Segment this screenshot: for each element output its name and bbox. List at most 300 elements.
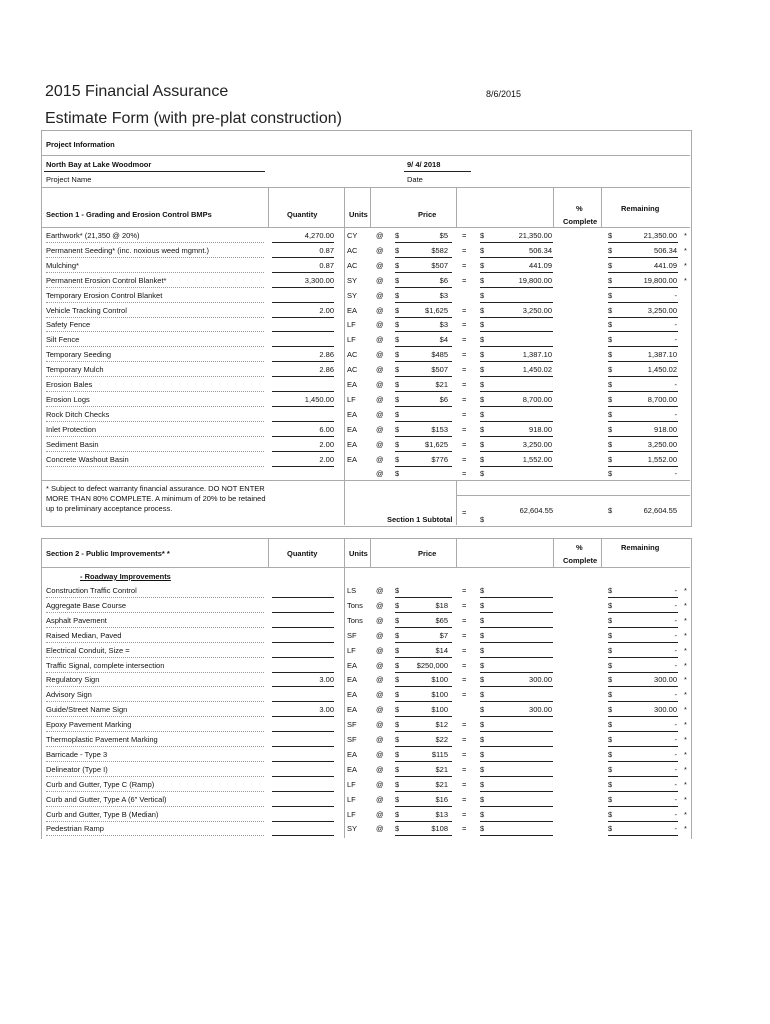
row-underline <box>480 731 553 732</box>
row-flag: * <box>684 245 687 255</box>
row-remaining: - <box>674 660 677 670</box>
row-remaining-currency: $ <box>608 275 613 285</box>
row-remaining: - <box>674 749 677 759</box>
row-underline <box>46 406 264 407</box>
row-flag: * <box>684 764 687 774</box>
row-remaining: 506.34 <box>654 245 677 255</box>
row-underline <box>608 597 678 598</box>
row-remaining-currency: $ <box>608 394 613 404</box>
row-equals: = <box>462 615 467 625</box>
row-underline <box>608 287 678 288</box>
row-equals: = <box>462 394 467 404</box>
table-row <box>0 718 770 733</box>
row-unit: EA <box>347 749 358 759</box>
row-item-label: Raised Median, Paved <box>46 630 122 640</box>
table-row <box>0 644 770 659</box>
row-underline <box>480 642 553 643</box>
row-equals: = <box>462 794 467 804</box>
row-underline <box>480 451 553 452</box>
row-at-sign: @ <box>376 290 384 300</box>
row-underline <box>272 466 334 467</box>
row-underline <box>272 272 334 273</box>
table-row <box>0 348 770 363</box>
row-underline <box>395 597 452 598</box>
row-total-currency: $ <box>480 350 485 360</box>
row-item-label: Erosion Logs <box>46 394 90 404</box>
row-item-label: Epoxy Pavement Marking <box>46 720 132 730</box>
row-underline <box>46 597 264 598</box>
row-price-currency: $ <box>395 454 400 464</box>
row-underline <box>272 672 334 673</box>
table-row <box>0 629 770 644</box>
row-remaining: 300.00 <box>654 705 677 715</box>
row-flag: * <box>684 586 687 595</box>
row-remaining: - <box>674 809 677 819</box>
row-underline <box>272 436 334 437</box>
row-at-sign: @ <box>376 394 384 404</box>
row-price: $5 <box>439 231 448 240</box>
row-underline <box>272 331 334 332</box>
row-total-currency: $ <box>480 245 485 255</box>
row-remaining: 918.00 <box>654 424 677 434</box>
row-equals: = <box>462 335 467 345</box>
row-flag: * <box>684 720 687 730</box>
row-remaining-currency: $ <box>608 630 613 640</box>
row-price-currency: $ <box>395 690 400 700</box>
row-item-label: Safety Fence <box>46 320 91 330</box>
row-underline <box>608 466 678 467</box>
section2-col-price: Price <box>418 549 437 558</box>
row-underline <box>395 746 452 747</box>
row-at-sign: @ <box>376 586 384 595</box>
row-item-label: Sediment Basin <box>46 439 99 449</box>
row-unit: EA <box>347 690 358 700</box>
project-name-value[interactable]: North Bay at Lake Woodmoor <box>46 160 152 169</box>
table-row <box>0 408 770 423</box>
row-remaining-currency: $ <box>608 305 613 315</box>
row-underline <box>272 627 334 628</box>
row-underline <box>480 242 553 243</box>
row-unit: SY <box>347 275 358 285</box>
row-underline <box>272 287 334 288</box>
row-price-currency: $ <box>395 764 400 774</box>
row-remaining-currency: $ <box>608 690 613 700</box>
row-quantity[interactable]: 3,300.00 <box>304 275 334 285</box>
row-underline <box>395 835 452 836</box>
row-remaining: 441.09 <box>654 260 677 270</box>
row-underline <box>608 716 678 717</box>
row-item-label: Curb and Gutter, Type B (Median) <box>46 809 159 819</box>
table-row <box>0 778 770 793</box>
row-underline <box>272 421 334 422</box>
row-price-currency: $ <box>395 424 400 434</box>
row-at-sign: @ <box>376 779 384 789</box>
project-date-value[interactable]: 9/ 4/ 2018 <box>407 160 441 169</box>
row-unit: SY <box>347 824 358 834</box>
row-underline <box>46 451 264 452</box>
row-underline <box>480 376 553 377</box>
row-underline <box>608 272 678 273</box>
row-flag: * <box>684 749 687 759</box>
row-underline <box>480 346 553 347</box>
row-unit: EA <box>347 705 358 715</box>
row-quantity[interactable]: 2.00 <box>319 454 334 464</box>
row-price: $65 <box>435 615 448 625</box>
row-total-currency: $ <box>480 290 485 300</box>
row-underline <box>480 746 553 747</box>
section2-col-units: Units <box>349 549 368 558</box>
row-remaining-currency: $ <box>608 720 613 730</box>
row-unit: SF <box>347 630 357 640</box>
row-total-currency: $ <box>480 335 485 345</box>
project-name-label: Project Name <box>46 175 92 184</box>
row-remaining-currency: $ <box>608 645 613 655</box>
row-underline <box>272 612 334 613</box>
row-price-currency: $ <box>395 794 400 804</box>
row-underline <box>272 657 334 658</box>
row-total-currency: $ <box>480 705 485 715</box>
row-underline <box>395 406 452 407</box>
row-item-label: Permanent Seeding* (inc. noxious weed mgmnt.) <box>46 245 210 255</box>
form-date: 8/6/2015 <box>486 89 522 99</box>
section1-note: * Subject to defect warranty financial assurance. DO NOT ENTER MORE THAN 80% COMPLETE. A minimum of 20% to be retained up to preliminary acceptance process. <box>46 484 266 513</box>
row-underline <box>480 835 553 836</box>
row-price-currency: $ <box>395 809 400 819</box>
row-remaining: - <box>674 690 677 700</box>
row-equals: = <box>462 660 467 670</box>
row-underline <box>272 597 334 598</box>
section1-col-quantity: Quantity <box>287 210 318 219</box>
row-remaining: - <box>674 824 677 834</box>
row-underline <box>608 612 678 613</box>
row-total: 506.34 <box>529 245 552 255</box>
row-underline <box>480 657 553 658</box>
row-price: $153 <box>431 424 448 434</box>
row-remaining-currency: $ <box>608 749 613 759</box>
row-underline <box>480 361 553 362</box>
row-flag: * <box>684 779 687 789</box>
row-remaining: - <box>674 409 677 419</box>
row-quantity[interactable]: 2.00 <box>319 305 334 315</box>
row-underline <box>46 242 264 243</box>
row-price-currency: $ <box>395 469 400 479</box>
row-price: $3 <box>439 290 448 300</box>
row-quantity[interactable]: 3.00 <box>319 705 334 715</box>
row-at-sign: @ <box>376 365 384 375</box>
row-unit: EA <box>347 660 358 670</box>
row-total-currency: $ <box>480 394 485 404</box>
row-remaining-currency: $ <box>608 735 613 744</box>
row-item-label: Mulching* <box>46 260 79 270</box>
row-quantity[interactable]: 4,270.00 <box>304 231 334 240</box>
row-underline <box>272 821 334 822</box>
row-unit: EA <box>347 439 358 449</box>
row-unit: SY <box>347 290 358 300</box>
table-row <box>0 363 770 378</box>
row-underline <box>272 686 334 687</box>
row-underline <box>46 806 264 807</box>
row-underline <box>46 642 264 643</box>
section1-col-remaining: Remaining <box>621 204 660 213</box>
row-item-label: Asphalt Pavement <box>46 615 107 625</box>
row-quantity[interactable]: 0.87 <box>319 245 334 255</box>
row-flag: * <box>684 809 687 819</box>
table-row <box>0 763 770 778</box>
row-remaining-currency: $ <box>608 824 613 834</box>
row-at-sign: @ <box>376 615 384 625</box>
row-underline <box>480 791 553 792</box>
row-equals: = <box>462 764 467 774</box>
row-quantity[interactable]: 3.00 <box>319 675 334 685</box>
row-underline <box>608 257 678 258</box>
row-remaining: - <box>674 645 677 655</box>
section1-subtotal-currency: $ <box>480 515 485 524</box>
table-row <box>0 318 770 333</box>
table-row <box>0 808 770 823</box>
row-item-label: Curb and Gutter, Type C (Ramp) <box>46 779 155 789</box>
row-total-currency: $ <box>480 439 485 449</box>
row-at-sign: @ <box>376 705 384 715</box>
row-underline <box>395 776 452 777</box>
section2-title: Section 2 - Public Improvements* * <box>46 549 170 558</box>
row-price-currency: $ <box>395 824 400 834</box>
table-row <box>0 304 770 319</box>
row-flag: * <box>684 660 687 670</box>
row-total-currency: $ <box>480 735 485 744</box>
row-underline <box>608 242 678 243</box>
row-underline <box>46 821 264 822</box>
row-remaining-currency: $ <box>608 409 613 419</box>
row-underline <box>608 835 678 836</box>
row-underline <box>272 835 334 836</box>
row-remaining: - <box>674 600 677 610</box>
row-remaining: - <box>674 794 677 804</box>
row-total: 1,552.00 <box>522 454 552 464</box>
row-total-currency: $ <box>480 231 485 240</box>
row-equals: = <box>462 305 467 315</box>
row-equals: = <box>462 809 467 819</box>
row-equals: = <box>462 779 467 789</box>
row-underline <box>272 451 334 452</box>
row-underline <box>395 642 452 643</box>
row-underline <box>480 406 553 407</box>
row-remaining: - <box>674 469 677 479</box>
row-underline <box>480 317 553 318</box>
row-remaining-currency: $ <box>608 245 613 255</box>
row-underline <box>272 317 334 318</box>
row-item-label: Electrical Conduit, Size = <box>46 645 130 655</box>
row-underline <box>395 821 452 822</box>
table-row <box>0 793 770 808</box>
row-quantity[interactable]: 0.87 <box>319 260 334 270</box>
row-at-sign: @ <box>376 660 384 670</box>
form-title-line1: 2015 Financial Assurance <box>45 83 229 100</box>
row-remaining-currency: $ <box>608 335 613 345</box>
row-underline <box>480 701 553 702</box>
row-underline <box>46 302 264 303</box>
row-underline <box>46 746 264 747</box>
row-item-label: Barricade - Type 3 <box>46 749 108 759</box>
row-underline <box>395 451 452 452</box>
row-remaining: 19,800.00 <box>643 275 677 285</box>
row-underline <box>395 686 452 687</box>
row-price: $507 <box>431 365 448 375</box>
row-remaining: - <box>674 735 677 744</box>
row-price-currency: $ <box>395 231 400 240</box>
row-underline <box>46 287 264 288</box>
row-price: $21 <box>435 779 448 789</box>
table-row <box>0 614 770 629</box>
row-total-currency: $ <box>480 305 485 315</box>
row-quantity[interactable]: 1,450.00 <box>304 394 334 404</box>
row-total-currency: $ <box>480 720 485 730</box>
row-underline <box>395 257 452 258</box>
row-unit: EA <box>347 305 358 315</box>
row-quantity[interactable]: 2.00 <box>319 439 334 449</box>
row-price: $16 <box>435 794 448 804</box>
section1-subtotal-remaining: 62,604.55 <box>643 506 677 515</box>
row-price: $6 <box>439 394 448 404</box>
row-total: 19,800.00 <box>518 275 552 285</box>
row-at-sign: @ <box>376 764 384 774</box>
row-underline <box>608 657 678 658</box>
row-flag: * <box>684 645 687 655</box>
row-item-label: Advisory Sign <box>46 690 92 700</box>
row-underline <box>608 821 678 822</box>
row-quantity[interactable]: 2.86 <box>319 365 334 375</box>
table-row <box>0 748 770 763</box>
row-underline <box>46 686 264 687</box>
row-price-currency: $ <box>395 720 400 730</box>
row-at-sign: @ <box>376 720 384 730</box>
row-total-currency: $ <box>480 424 485 434</box>
row-flag: * <box>684 794 687 804</box>
row-total: 300.00 <box>529 675 552 685</box>
row-equals: = <box>462 600 467 610</box>
row-total-currency: $ <box>480 675 485 685</box>
row-remaining-currency: $ <box>608 290 613 300</box>
row-equals: = <box>462 260 467 270</box>
row-total-currency: $ <box>480 469 485 479</box>
table-row <box>0 688 770 703</box>
section2-subhead: - Roadway Improvements <box>80 572 171 581</box>
row-underline <box>46 272 264 273</box>
row-quantity[interactable]: 2.86 <box>319 350 334 360</box>
row-underline <box>395 436 452 437</box>
row-underline <box>480 716 553 717</box>
row-equals: = <box>462 380 467 389</box>
row-equals: = <box>462 320 467 330</box>
row-price-currency: $ <box>395 260 400 270</box>
row-price-currency: $ <box>395 394 400 404</box>
row-remaining-currency: $ <box>608 454 613 464</box>
row-at-sign: @ <box>376 824 384 834</box>
row-at-sign: @ <box>376 454 384 464</box>
row-underline <box>480 672 553 673</box>
row-underline <box>272 257 334 258</box>
row-price: $12 <box>435 720 448 730</box>
row-underline <box>395 376 452 377</box>
row-underline <box>480 627 553 628</box>
row-underline <box>46 716 264 717</box>
row-underline <box>608 806 678 807</box>
row-unit: EA <box>347 380 358 389</box>
row-underline <box>272 642 334 643</box>
row-flag: * <box>684 675 687 685</box>
row-remaining-currency: $ <box>608 764 613 774</box>
row-total-currency: $ <box>480 409 485 419</box>
row-at-sign: @ <box>376 690 384 700</box>
row-total: 8,700.00 <box>522 394 552 404</box>
row-equals: = <box>462 824 467 834</box>
table-row <box>0 274 770 289</box>
row-at-sign: @ <box>376 424 384 434</box>
row-item-label: Earthwork* (21,350 @ 20%) <box>46 231 140 240</box>
row-underline <box>272 731 334 732</box>
row-underline <box>46 627 264 628</box>
row-price-currency: $ <box>395 275 400 285</box>
row-unit: SF <box>347 735 357 744</box>
row-unit: EA <box>347 675 358 685</box>
row-price-currency: $ <box>395 380 400 389</box>
row-total-currency: $ <box>480 260 485 270</box>
row-price-currency: $ <box>395 600 400 610</box>
row-underline <box>608 686 678 687</box>
row-underline <box>395 701 452 702</box>
row-price: $18 <box>435 600 448 610</box>
row-remaining-currency: $ <box>608 320 613 330</box>
row-remaining: 1,552.00 <box>647 454 677 464</box>
table-row <box>0 289 770 304</box>
row-unit: AC <box>347 260 358 270</box>
row-underline <box>608 436 678 437</box>
row-price: $100 <box>431 690 448 700</box>
row-unit: LF <box>347 394 356 404</box>
row-flag: * <box>684 615 687 625</box>
row-underline <box>395 391 452 392</box>
row-price: $108 <box>431 824 448 834</box>
row-price-currency: $ <box>395 735 400 744</box>
row-equals: = <box>462 645 467 655</box>
row-item-label: Guide/Street Name Sign <box>46 705 128 715</box>
row-underline <box>608 776 678 777</box>
row-price: $3 <box>439 320 448 330</box>
table-row <box>0 244 770 259</box>
table-row <box>0 822 770 837</box>
row-remaining: 3,250.00 <box>647 305 677 315</box>
section1-subtotal-label: Section 1 Subtotal <box>387 515 453 524</box>
row-total: 441.09 <box>529 260 552 270</box>
row-unit: Tons <box>347 615 363 625</box>
row-underline <box>608 627 678 628</box>
row-flag: * <box>684 705 687 715</box>
row-total: 3,250.00 <box>522 439 552 449</box>
row-at-sign: @ <box>376 439 384 449</box>
row-underline <box>46 612 264 613</box>
row-price: $100 <box>431 705 448 715</box>
row-underline <box>480 391 553 392</box>
row-price-currency: $ <box>395 409 400 419</box>
row-at-sign: @ <box>376 630 384 640</box>
row-underline <box>46 346 264 347</box>
row-remaining-currency: $ <box>608 705 613 715</box>
row-unit: LF <box>347 320 356 330</box>
row-quantity[interactable]: 6.00 <box>319 424 334 434</box>
row-remaining-currency: $ <box>608 469 613 479</box>
row-unit: LF <box>347 779 356 789</box>
row-underline <box>480 331 553 332</box>
row-price-currency: $ <box>395 245 400 255</box>
